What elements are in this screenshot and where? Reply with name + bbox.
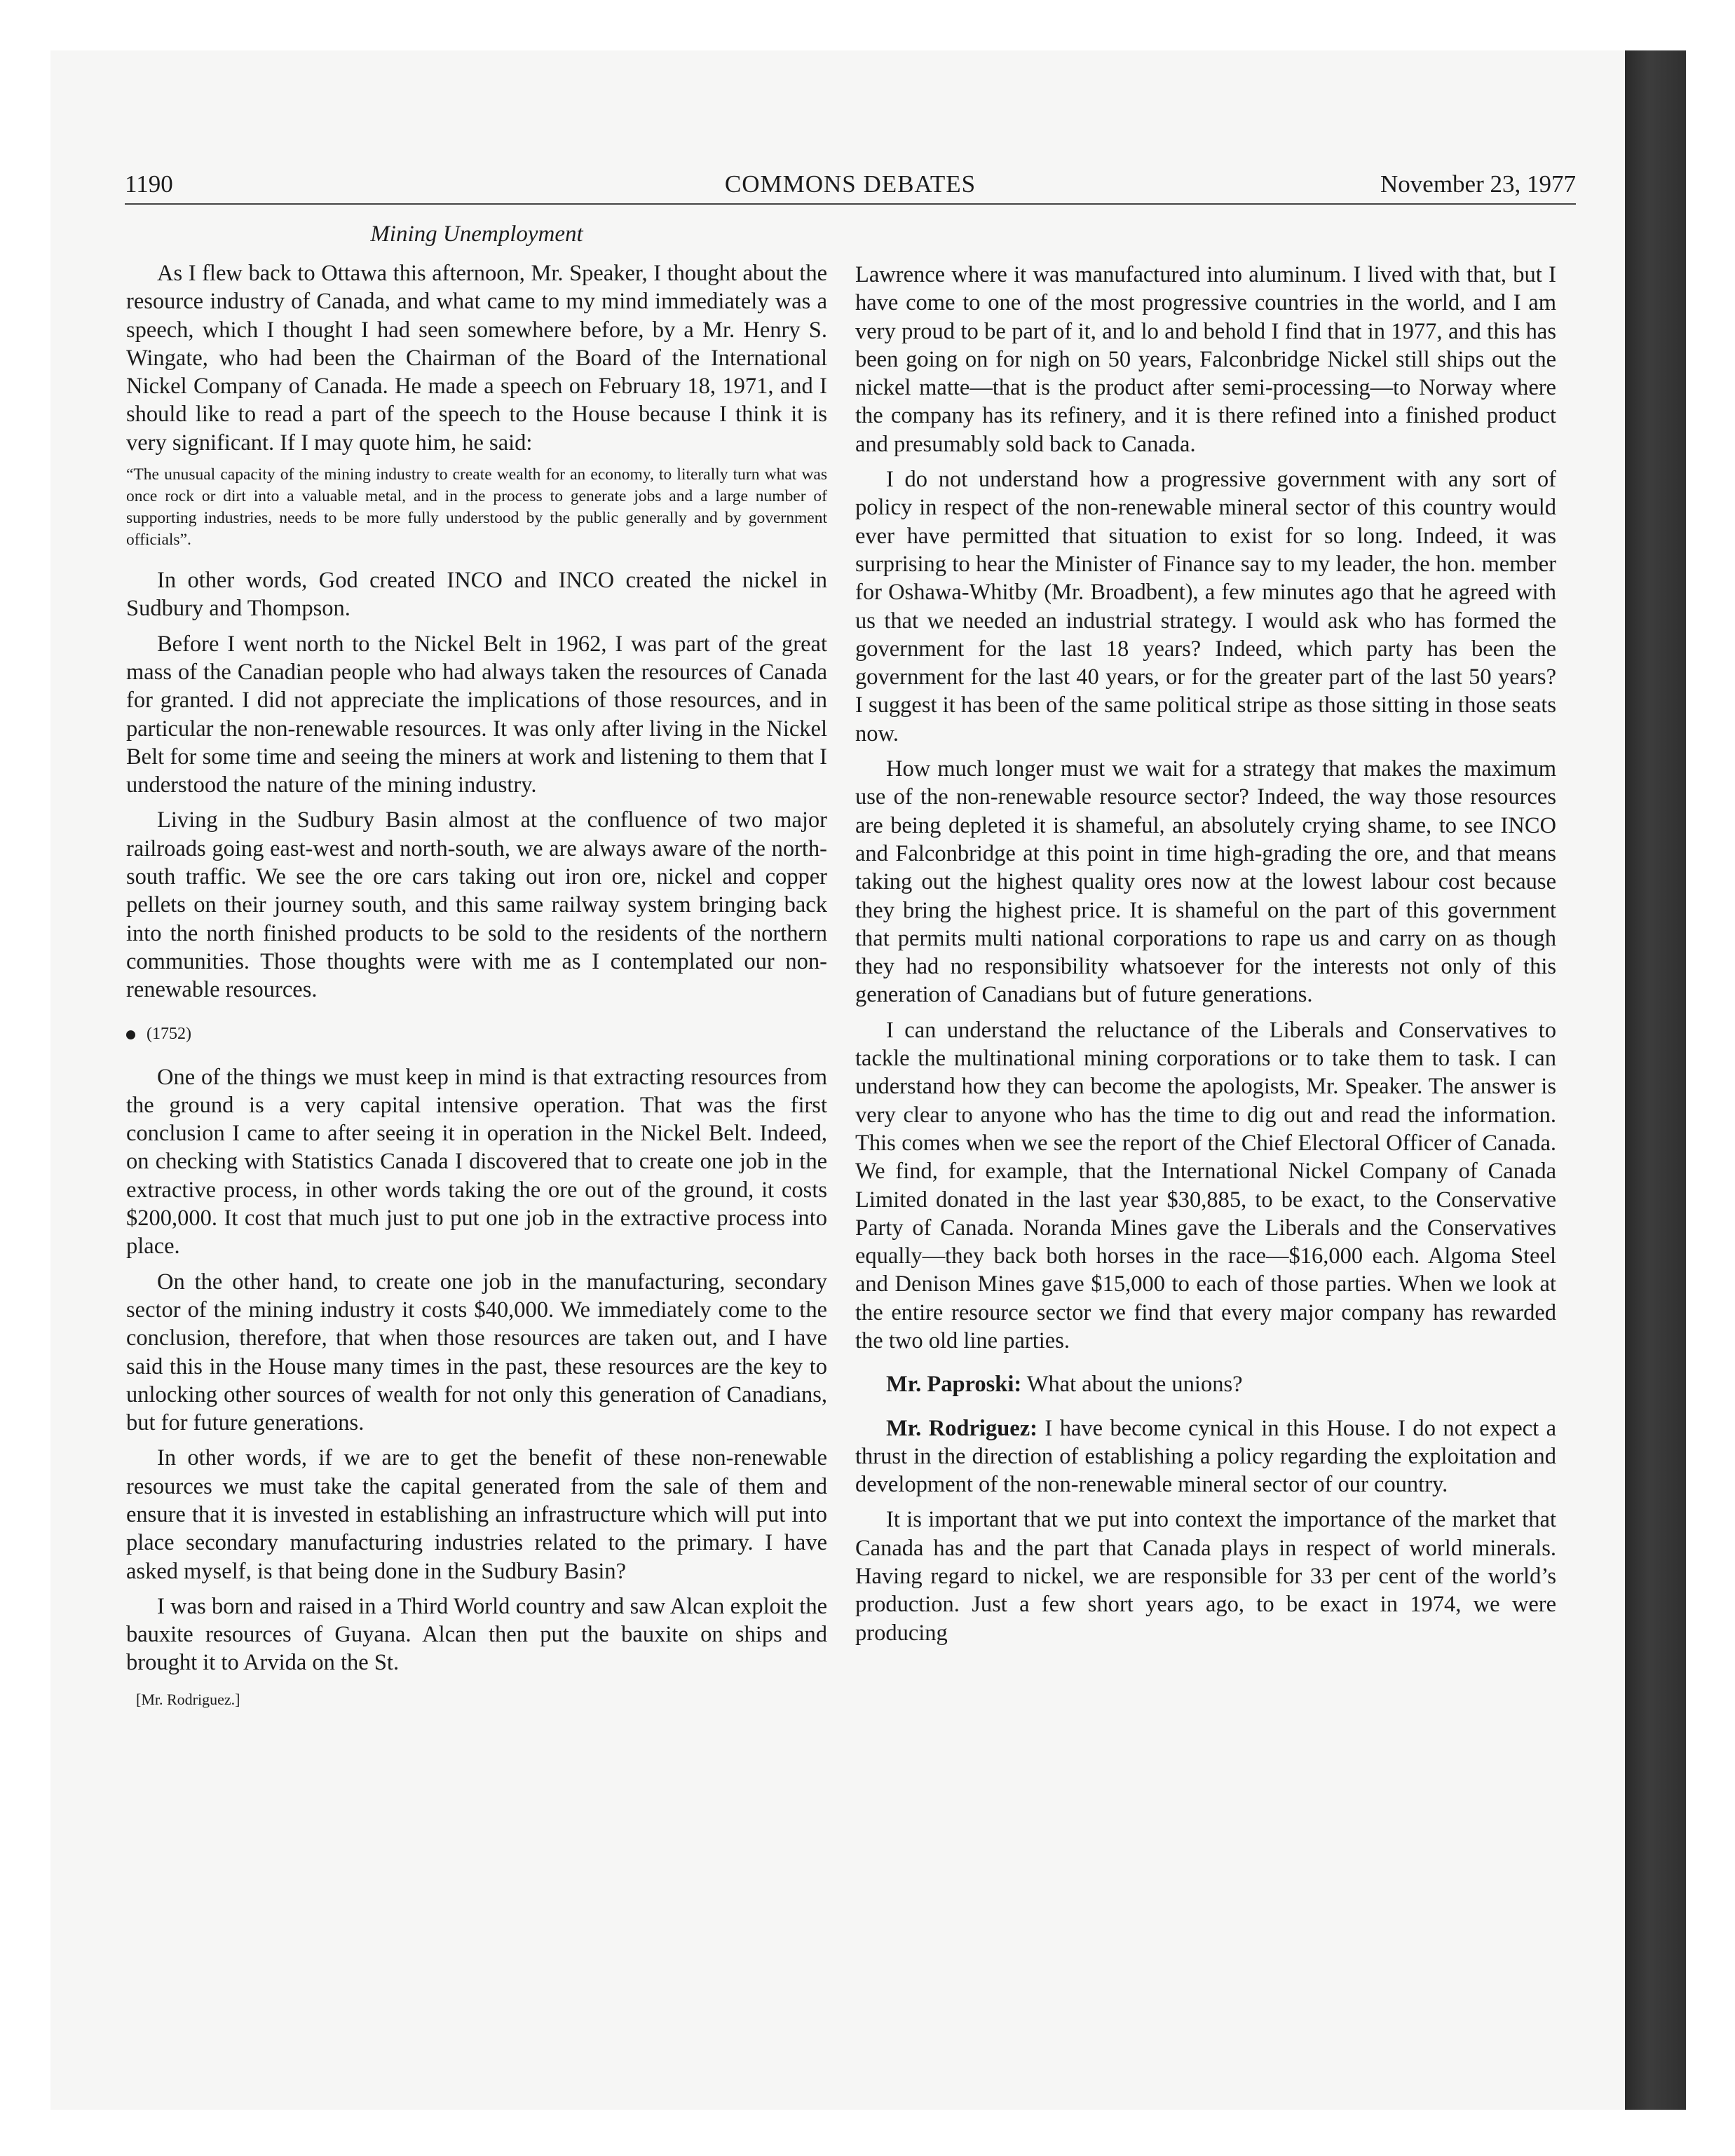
publication-date: November 23, 1977 bbox=[1380, 170, 1576, 198]
paragraph: In other words, if we are to get the benefit of these non-renewable resources we must take the capital generated from the sale of them and ensure that it is invested in establishing an infrastructure which will put into place secondary manufacturing industries related to the primary. I have asked myself, is that being done in the Sudbury Basin? bbox=[126, 1445, 827, 1584]
paragraph: Living in the Sudbury Basin almost at the confluence of two major railroads going east-west and north-south, we are always aware of the north-south traffic. We see the ore cars taking out iron ore, nickel and copper pellets on their journey south, and this same railway system bringing back into the north finished products to be sold to the residents of the northern communities. Those thoughts were with me as I contemplated our non-renewable resources. bbox=[126, 807, 827, 1003]
left-column bbox=[126, 217, 827, 1712]
paragraph: One of the things we must keep in mind is that extracting resources from the ground is a very capital intensive operation. That was the first conclusion I came to after seeing it in operation in the Nickel Belt. Indeed, on checking with Statistics Canada I discovered that to create one job in the extractive process, in other words taking the ore out of the ground, it costs $200,000. It cost that much just to put one job in the extractive process into place. bbox=[126, 1064, 827, 1260]
interjection bbox=[855, 1370, 1556, 1398]
scan-edge-shadow bbox=[1625, 50, 1686, 2110]
speaker-name: Mr. Paproski: bbox=[886, 1372, 1022, 1398]
paragraph: On the other hand, to create one job in the manufacturing, secondary sector of the mining industry it costs $40,000. We immediately come to the conclusion, therefore, that when those resources are taken out, and I have said this in the House many times in the past, these resources are the key to unlocking other sources of wealth for not only this generation of Canadians, but for future generations. bbox=[126, 1269, 827, 1436]
paragraph: I was born and raised in a Third World country and saw Alcan exploit the bauxite resources of Guyana. Alcan then put the bauxite on ships and brought it to Arvida on the St. bbox=[126, 1593, 827, 1676]
speaker-name: Mr. Rodriguez: bbox=[886, 1415, 1037, 1441]
section-heading: Mining Unemployment bbox=[370, 221, 583, 247]
page-header bbox=[125, 167, 1576, 202]
speech bbox=[855, 1414, 1556, 1499]
right-column bbox=[855, 261, 1556, 1654]
paragraph: It is important that we put into context the importance of the market that Canada has and the part that Canada plays in respect of world minerals. Having regard to nickel, we are responsible for 33 per cent of the world’s production. Just a few short years ago, to be exact in 1974, we were producing bbox=[855, 1507, 1556, 1646]
speaker-attribution: [Mr. Rodriguez.] bbox=[136, 1690, 240, 1708]
bullet-icon bbox=[126, 1030, 135, 1039]
paragraph: I do not understand how a progressive government with any sort of policy in respect of the non-renewable mineral sector of this country would ever have permitted that situation to exist for so long. Indeed, it was surprising to hear the Minister of Finance say to my leader, the hon. member for Oshawa-Whitby (Mr. Broadbent), a few minutes ago that he agreed with us that we needed an industrial strategy. I would ask who has formed the government for the last 18 years? Indeed, which party has been the government for the last 40 years, or for the greater part of the last 50 years? I suggest it has been of the same political stripe as those sitting in those seats now. bbox=[855, 467, 1556, 746]
publication-title: COMMONS DEBATES bbox=[724, 170, 977, 198]
speech-text: I have become cynical in this House. I do not expect a thrust in the direction of establishing a policy regarding the exploitation and development of the non-renewable mineral sector of our country. bbox=[855, 1415, 1556, 1498]
time-marker bbox=[126, 1020, 827, 1048]
interjection-text: What about the unions? bbox=[1026, 1372, 1243, 1398]
time-marker-label: (1752) bbox=[147, 1024, 191, 1043]
header-rule bbox=[125, 203, 1576, 205]
paragraph: Lawrence where it was manufactured into aluminum. I lived with that, but I have come to one of the most progressive countries in the world, and I am very proud to be part of it, and lo and behold I find that in 1977, and this has been going on for nigh on 50 years, Falconbridge Nickel still ships out the nickel matte—that is the product after semi-processing—to Norway where the company has its refinery, and it is there refined into a finished product and presumably sold back to Canada. bbox=[855, 262, 1556, 457]
page-number: 1190 bbox=[125, 170, 173, 198]
paragraph: Before I went north to the Nickel Belt in 1962, I was part of the great mass of the Canadian people who had always taken the resources of Canada for granted. I did not appreciate the implications of those resources, and in particular the non-renewable resources. It was only after living in the Nickel Belt for some time and seeing the miners at work and listening to them that I understood the nature of the mining industry. bbox=[126, 631, 827, 798]
block-quote: “The unusual capacity of the mining industry to create wealth for an economy, to literally turn what was once rock or dirt into a valuable metal, and in the process to generate jobs and a large number of supporting industries, needs to be more fully understood by the public generally and by government officials”. bbox=[126, 465, 827, 550]
paragraph: As I flew back to Ottawa this afternoon, Mr. Speaker, I thought about the resource industry of Canada, and what came to my mind immediately was a speech, which I thought I had seen somewhere before, by a Mr. Henry S. Wingate, who had been the Chairman of the Board of the International Nickel Company of Canada. He made a speech on February 18, 1971, and I should like to read a part of the speech to the House because I think it is very significant. If I may quote him, he said: bbox=[126, 261, 827, 456]
paragraph: I can understand the reluctance of the Liberals and Conservatives to tackle the multinational mining corporations or to take them to task. I can understand how they can become the apologists, Mr. Speaker. The answer is very clear to anyone who has the time to dig out and read the information. This comes when we see the report of the Chief Electoral Officer of Canada. We find, for example, that the International Nickel Company of Canada Limited donated in the last year $30,885, to be exact, to the Conservative Party of Canada. Noranda Mines gave the Liberals and the Conservatives equally—they back both horses in the race—$16,000 each. Algoma Steel and Denison Mines gave $15,000 to each of those parties. When we look at the entire resource sector we find that every major company has rewarded the two old line parties. bbox=[855, 1017, 1556, 1353]
paragraph: In other words, God created INCO and INCO created the nickel in Sudbury and Thompson. bbox=[126, 568, 827, 622]
paragraph: How much longer must we wait for a strategy that makes the maximum use of the non-renewable resource sector? Indeed, the way those resources are being depleted it is shameful, an absolutely crying shame, to see INCO and Falconbridge at this point in time high-grading the ore, and that means taking out the highest quality ores now at the lowest labour cost because they bring the highest price. It is shameful on the part of this government that permits multi national corporations to rape us and carry on as though they had no responsibility whatsoever for the interests not only of this generation of Canadians but of future generations. bbox=[855, 756, 1556, 1008]
